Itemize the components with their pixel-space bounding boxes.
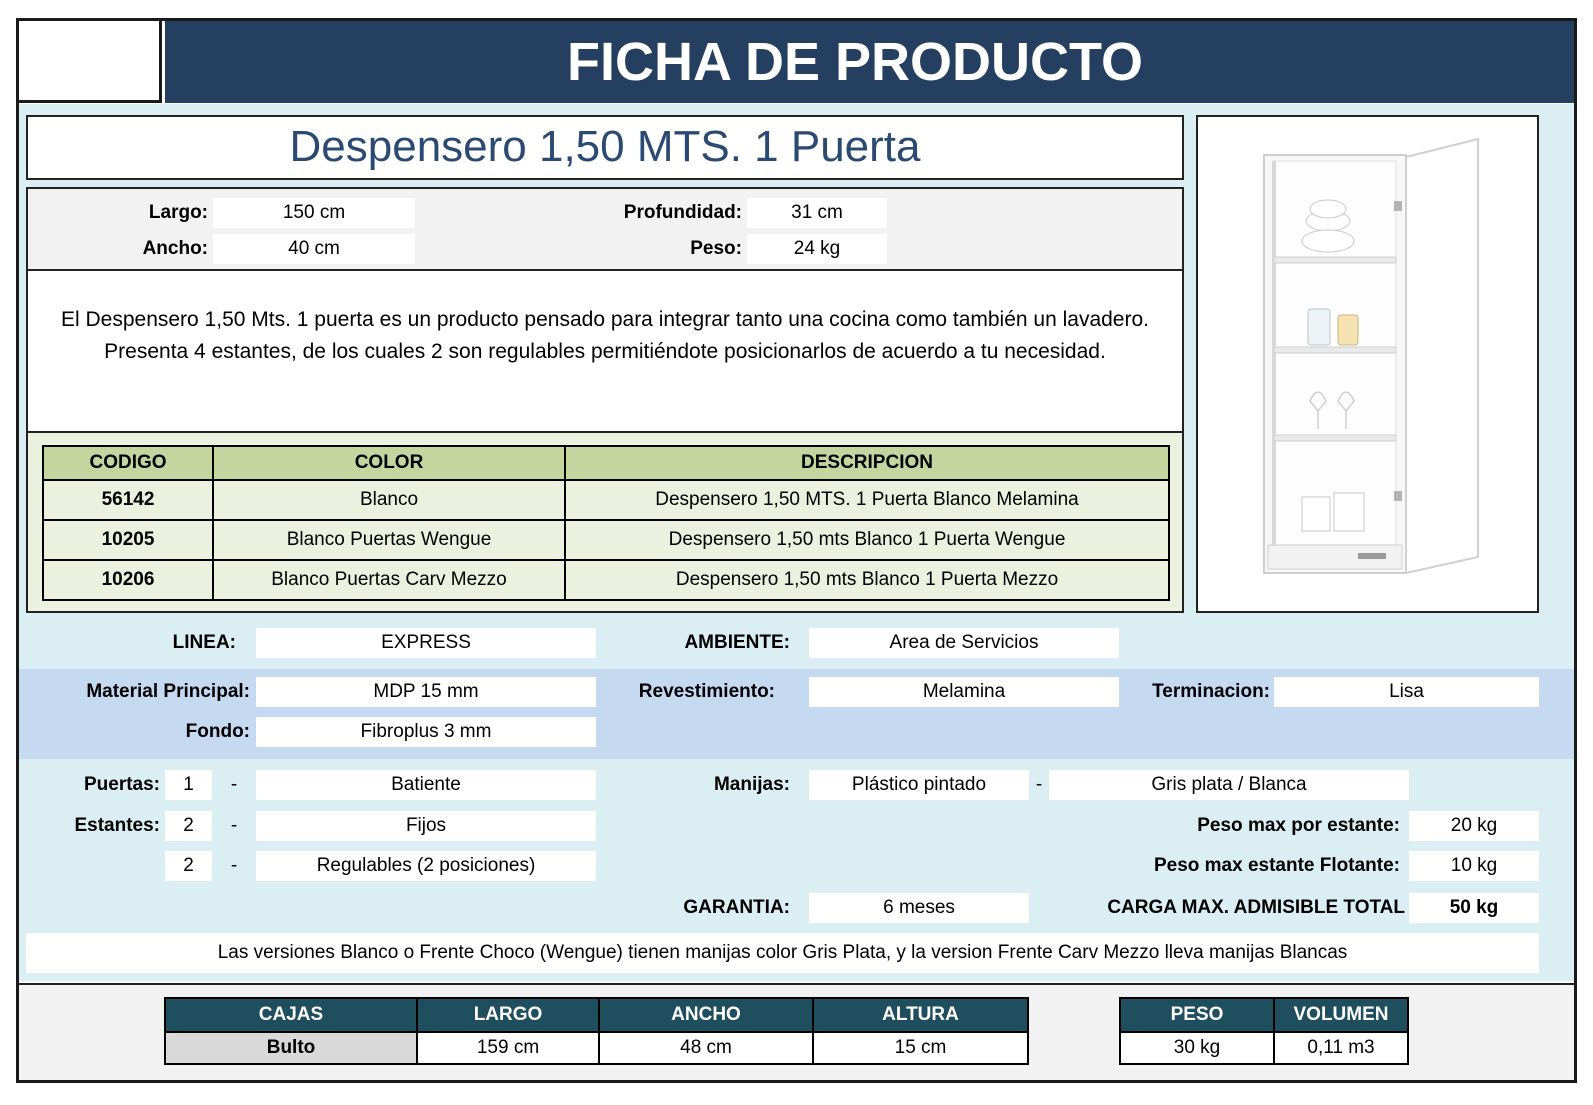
carga-label: CARGA MAX. ADMISIBLE TOTAL — [1107, 897, 1405, 918]
variant-code: 56142 — [43, 480, 213, 520]
product-name: Despensero 1,50 MTS. 1 Puerta — [289, 122, 921, 171]
estantes-type: Fijos — [256, 811, 596, 841]
dash: - — [1035, 774, 1043, 795]
puertas-label: Puertas: — [83, 774, 160, 795]
garantia-label: GARANTIA: — [683, 897, 790, 918]
variant-color: Blanco Puertas Carv Mezzo — [213, 560, 565, 600]
fondo-label: Fondo: — [185, 721, 250, 742]
manijas-label: Manijas: — [713, 774, 790, 795]
col-altura: ALTURA — [813, 998, 1028, 1032]
col-ancho: ANCHO — [599, 998, 813, 1032]
variant-desc: Despensero 1,50 mts Blanco 1 Puerta Mezzo — [565, 560, 1169, 600]
dash: - — [230, 815, 238, 836]
ancho-value: 40 cm — [213, 234, 415, 264]
largo-value: 150 cm — [213, 198, 415, 228]
revestimiento-value: Melamina — [809, 677, 1119, 707]
estantes2-qty: 2 — [165, 851, 212, 881]
variant-code: 10205 — [43, 520, 213, 560]
table-row — [43, 480, 1169, 520]
logo-box — [19, 21, 162, 103]
col-codigo: CODIGO — [43, 446, 213, 480]
variant-desc: Despensero 1,50 MTS. 1 Puerta Blanco Melamina — [565, 480, 1169, 520]
peso-estante-label: Peso max por estante: — [1197, 815, 1400, 836]
col-color: COLOR — [213, 446, 565, 480]
puertas-type: Batiente — [256, 770, 596, 800]
peso-label: Peso: — [690, 238, 742, 259]
box-largo: 159 cm — [417, 1032, 599, 1064]
manijas-color: Gris plata / Blanca — [1049, 770, 1409, 800]
estantes2-type: Regulables (2 posiciones) — [256, 851, 596, 881]
specs-band-linea — [19, 619, 1574, 669]
variant-desc: Despensero 1,50 mts Blanco 1 Puerta Wengue — [565, 520, 1169, 560]
variants-table — [42, 445, 1170, 601]
largo-label: Largo: — [148, 202, 208, 223]
puertas-qty: 1 — [165, 770, 212, 800]
carga-value: 50 kg — [1409, 893, 1539, 923]
terminacion-label: Terminacion: — [1152, 681, 1270, 702]
table-row — [165, 1032, 1028, 1064]
boxes-table — [164, 997, 1029, 1065]
manijas-material: Plástico pintado — [809, 770, 1029, 800]
profundidad-label: Profundidad: — [623, 202, 742, 223]
boxes-header-row — [165, 998, 1028, 1032]
linea-value: EXPRESS — [256, 628, 596, 658]
variants-header-row — [43, 446, 1169, 480]
box-altura: 15 cm — [813, 1032, 1028, 1064]
peso-value: 24 kg — [747, 234, 887, 264]
weight-header-row — [1120, 998, 1408, 1032]
table-row — [43, 560, 1169, 600]
dash: - — [230, 855, 238, 876]
box-ancho: 48 cm — [599, 1032, 813, 1064]
table-row — [43, 520, 1169, 560]
handles-note: Las versiones Blanco o Frente Choco (Wengue) tienen manijas color Gris Plata, y la version Frente Carv Mezzo lleva manijas Blancas — [217, 942, 1348, 963]
product-description: El Despensero 1,50 Mts. 1 puerta es un producto pensado para integrar tanto una cocina como también un lavadero. Presenta 4 estantes, de los cuales 2 son regulables permitiéndote posicionarlos de acuerdo a tu necesidad. — [60, 308, 1149, 363]
ancho-label: Ancho: — [142, 238, 208, 259]
terminacion-value: Lisa — [1274, 677, 1539, 707]
col-largo: LARGO — [417, 998, 599, 1032]
estantes-qty: 2 — [165, 811, 212, 841]
revestimiento-label: Revestimiento: — [638, 681, 775, 702]
dash: - — [230, 774, 238, 795]
weight-table — [1119, 997, 1409, 1065]
linea-label: LINEA: — [172, 632, 236, 653]
profundidad-value: 31 cm — [747, 198, 887, 228]
box-peso: 30 kg — [1120, 1032, 1274, 1064]
col-volumen: VOLUMEN — [1274, 998, 1408, 1032]
ambiente-label: AMBIENTE: — [684, 632, 790, 653]
garantia-value: 6 meses — [809, 893, 1029, 923]
box-volumen: 0,11 m3 — [1274, 1032, 1408, 1064]
col-descripcion: DESCRIPCION — [565, 446, 1169, 480]
col-cajas: CAJAS — [165, 998, 417, 1032]
product-image-box — [1196, 115, 1539, 613]
box-name: Bulto — [165, 1032, 417, 1064]
peso-flotante-value: 10 kg — [1409, 851, 1539, 881]
peso-estante-value: 20 kg — [1409, 811, 1539, 841]
variant-color: Blanco — [213, 480, 565, 520]
page-title: FICHA DE PRODUCTO — [566, 32, 1144, 92]
fondo-value: Fibroplus 3 mm — [256, 717, 596, 747]
variant-code: 10206 — [43, 560, 213, 600]
material-label: Material Principal: — [86, 681, 250, 702]
cabinet-illustration — [1198, 117, 1537, 611]
table-row — [1120, 1032, 1408, 1064]
peso-flotante-label: Peso max estante Flotante: — [1153, 855, 1400, 876]
estantes-label: Estantes: — [74, 815, 160, 836]
ambiente-value: Area de Servicios — [809, 628, 1119, 658]
variant-color: Blanco Puertas Wengue — [213, 520, 565, 560]
material-value: MDP 15 mm — [256, 677, 596, 707]
col-peso: PESO — [1120, 998, 1274, 1032]
